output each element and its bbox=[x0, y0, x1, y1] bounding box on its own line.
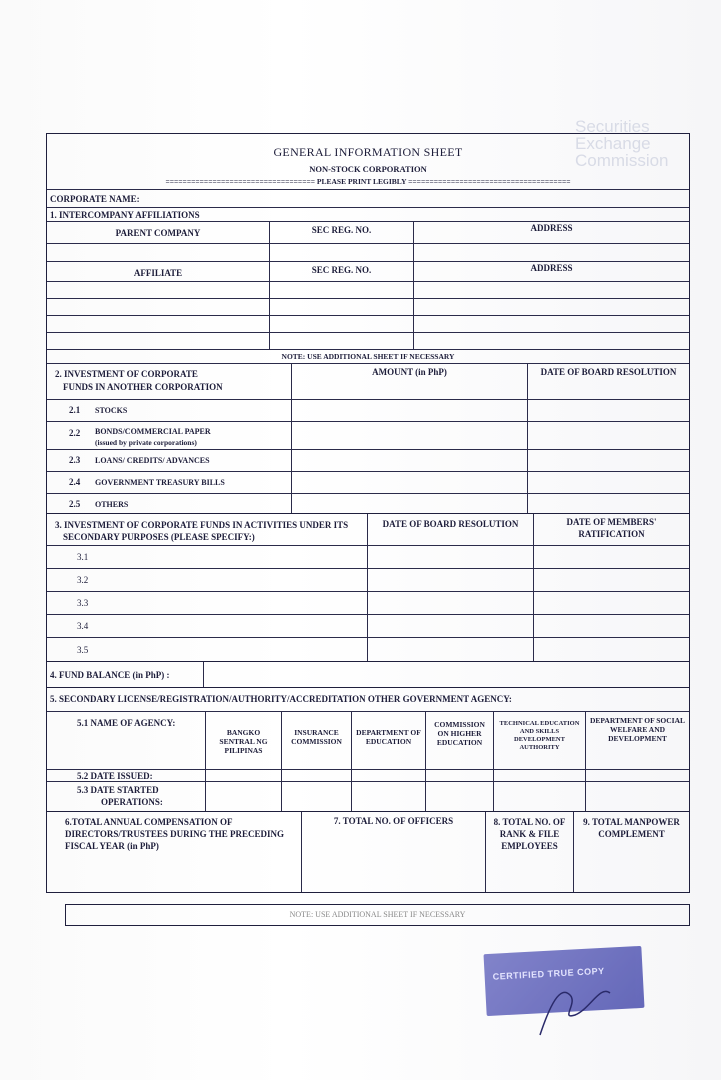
col-divider bbox=[291, 400, 527, 421]
s3-row bbox=[47, 592, 689, 615]
bottom-note-box bbox=[65, 904, 690, 926]
agency-col bbox=[205, 712, 281, 769]
affiliate-label: AFFILIATE bbox=[133, 268, 183, 278]
agency-ic: INSURANCE COMMISSION bbox=[291, 728, 342, 746]
parent-company-row bbox=[47, 244, 689, 262]
s2-row-label: OTHERS bbox=[95, 500, 129, 509]
agency-label: 5.1 NAME OF AGENCY: bbox=[77, 718, 176, 728]
col-divider bbox=[205, 770, 281, 781]
col-divider bbox=[527, 400, 689, 421]
s5-heading-row bbox=[47, 688, 689, 712]
col-divider bbox=[291, 364, 527, 399]
col-divider bbox=[291, 450, 527, 471]
col-divider bbox=[585, 782, 689, 811]
address-label: ADDRESS bbox=[530, 263, 573, 273]
col-divider bbox=[485, 812, 573, 892]
print-legibly-instruction: =================================== PLEASE PRINT LEGIBLY ====================================== bbox=[165, 177, 571, 186]
col-divider bbox=[281, 770, 351, 781]
col-divider bbox=[533, 514, 689, 545]
gis-form bbox=[46, 133, 690, 893]
col-divider bbox=[413, 262, 689, 281]
agency-col bbox=[425, 712, 493, 769]
sec-reg-no-label: SEC REG. NO. bbox=[311, 265, 372, 275]
signature bbox=[530, 965, 620, 1045]
s6-row bbox=[47, 812, 689, 892]
s3-row-num: 3.2 bbox=[77, 575, 89, 585]
col-divider bbox=[367, 514, 533, 545]
col-divider bbox=[203, 662, 689, 687]
s3-row-num: 3.3 bbox=[77, 598, 89, 608]
col-divider bbox=[301, 812, 485, 892]
col-divider bbox=[291, 422, 527, 449]
col-divider bbox=[413, 222, 689, 243]
col-divider bbox=[527, 472, 689, 493]
col-divider bbox=[533, 638, 689, 661]
s3-row bbox=[47, 546, 689, 569]
address-label: ADDRESS bbox=[530, 223, 573, 233]
parent-company-header bbox=[47, 222, 689, 244]
col-divider bbox=[413, 316, 689, 332]
col-divider bbox=[351, 770, 425, 781]
s2-heading-line2: FUNDS IN ANOTHER CORPORATION bbox=[63, 382, 223, 392]
col-divider bbox=[269, 282, 413, 298]
col-divider bbox=[367, 638, 533, 661]
total-officers-label: 7. TOTAL NO. OF OFFICERS bbox=[333, 816, 454, 826]
s2-row-label: GOVERNMENT TREASURY BILLS bbox=[95, 478, 225, 487]
col-divider bbox=[367, 546, 533, 568]
agency-deped: DEPARTMENT OF EDUCATION bbox=[356, 728, 421, 746]
fund-balance-row bbox=[47, 662, 689, 688]
s2-row-label: BONDS/COMMERCIAL PAPER bbox=[95, 427, 211, 436]
form-subtitle: NON-STOCK CORPORATION bbox=[309, 164, 427, 174]
col-divider bbox=[291, 472, 527, 493]
bottom-note: NOTE: USE ADDITIONAL SHEET IF NECESSARY bbox=[289, 910, 466, 919]
fund-balance-label: 4. FUND BALANCE (in PhP) : bbox=[50, 670, 170, 680]
col-divider bbox=[493, 782, 585, 811]
col-divider bbox=[527, 450, 689, 471]
s2-row-num: 2.2 bbox=[69, 428, 81, 438]
s1-heading: 1. INTERCOMPANY AFFILIATIONS bbox=[50, 210, 200, 220]
s1-note-row bbox=[47, 350, 689, 364]
s2-row bbox=[47, 450, 689, 472]
col-divider bbox=[269, 316, 413, 332]
col-divider bbox=[269, 299, 413, 315]
s2-row-sublabel: (issued by private corporations) bbox=[95, 438, 197, 447]
form-header bbox=[47, 134, 689, 190]
s2-row-num: 2.1 bbox=[69, 405, 81, 415]
col-divider bbox=[493, 770, 585, 781]
col-divider bbox=[527, 494, 689, 513]
s3-row bbox=[47, 615, 689, 638]
s2-row-num: 2.3 bbox=[69, 455, 81, 465]
col-divider bbox=[527, 364, 689, 399]
col-divider bbox=[425, 782, 493, 811]
s3-row-num: 3.1 bbox=[77, 552, 89, 562]
agency-dswd: DEPARTMENT OF SOCIAL WELFARE AND DEVELOPMENT bbox=[589, 716, 686, 743]
agency-col bbox=[585, 712, 689, 769]
agency-col bbox=[493, 712, 585, 769]
stamp-text: CERTIFIED TRUE COPY bbox=[492, 965, 605, 982]
s2-row bbox=[47, 472, 689, 494]
col-divider bbox=[413, 244, 689, 261]
col-divider bbox=[413, 299, 689, 315]
affiliate-row bbox=[47, 316, 689, 333]
col-divider bbox=[367, 592, 533, 614]
s3-header bbox=[47, 514, 689, 546]
date-started-label-line1: 5.3 DATE STARTED bbox=[77, 785, 159, 795]
s1-note: NOTE: USE ADDITIONAL SHEET IF NECESSARY bbox=[281, 352, 455, 361]
col-divider bbox=[269, 222, 413, 243]
col-divider bbox=[367, 569, 533, 591]
corporate-name-row bbox=[47, 190, 689, 208]
total-compensation-label: 6.TOTAL ANNUAL COMPENSATION OF DIRECTORS/TRUSTEES DURING THE PRECEDING FISCAL YEAR (in PhP) bbox=[65, 817, 284, 851]
col-divider bbox=[533, 546, 689, 568]
s3-date-board-label: DATE OF BOARD RESOLUTION bbox=[382, 519, 519, 529]
s3-row bbox=[47, 569, 689, 592]
col-divider bbox=[281, 782, 351, 811]
col-divider bbox=[269, 244, 413, 261]
s3-heading-line2: SECONDARY PURPOSES (PLEASE SPECIFY:) bbox=[63, 532, 255, 542]
s2-header bbox=[47, 364, 689, 400]
s3-row bbox=[47, 638, 689, 662]
total-rank-file-label: 8. TOTAL NO. OF RANK & FILE EMPLOYEES bbox=[493, 817, 566, 851]
s3-heading-line1: 3. INVESTMENT OF CORPORATE FUNDS IN ACTIVITIES UNDER ITS bbox=[55, 520, 349, 530]
s3-row-num: 3.5 bbox=[77, 645, 89, 655]
s2-row-label: STOCKS bbox=[95, 406, 128, 415]
col-divider bbox=[351, 782, 425, 811]
affiliate-row bbox=[47, 299, 689, 316]
s2-row bbox=[47, 494, 689, 514]
agency-tesda: TECHNICAL EDUCATION AND SKILLS DEVELOPMENT AUTHORITY bbox=[499, 720, 580, 751]
col-divider bbox=[205, 782, 281, 811]
date-issued-label: 5.2 DATE ISSUED: bbox=[77, 771, 153, 781]
watermark-line: Exchange bbox=[575, 134, 651, 153]
watermark-line: Securities bbox=[575, 117, 650, 136]
s3-date-members-line1: DATE OF MEMBERS' bbox=[566, 517, 657, 527]
s2-row-num: 2.4 bbox=[69, 477, 81, 487]
col-divider bbox=[573, 812, 689, 892]
total-manpower-label: 9. TOTAL MANPOWER COMPLEMENT bbox=[583, 817, 680, 839]
s1-heading-row bbox=[47, 208, 689, 222]
col-divider bbox=[527, 422, 689, 449]
date-board-label: DATE OF BOARD RESOLUTION bbox=[540, 367, 677, 377]
s3-date-members-line2: RATIFICATION bbox=[578, 529, 645, 539]
s2-heading-line1: 2. INVESTMENT OF CORPORATE bbox=[55, 369, 198, 379]
affiliate-header bbox=[47, 262, 689, 282]
col-divider bbox=[585, 770, 689, 781]
date-issued-row bbox=[47, 770, 689, 782]
form-title: GENERAL INFORMATION SHEET bbox=[273, 145, 463, 159]
date-started-row bbox=[47, 782, 689, 812]
col-divider bbox=[413, 282, 689, 298]
s2-row bbox=[47, 400, 689, 422]
agency-bsp: BANGKO SENTRAL NG PILIPINAS bbox=[219, 728, 268, 755]
date-started-label-line2: OPERATIONS: bbox=[101, 797, 163, 807]
col-divider bbox=[533, 615, 689, 637]
col-divider bbox=[425, 770, 493, 781]
col-divider bbox=[367, 615, 533, 637]
signature-stroke bbox=[540, 991, 610, 1035]
col-divider bbox=[413, 333, 689, 349]
agency-col bbox=[281, 712, 351, 769]
corporate-name-label: CORPORATE NAME: bbox=[50, 194, 140, 204]
s5-agency-row bbox=[47, 712, 689, 770]
watermark-line: Commission bbox=[575, 151, 669, 170]
col-divider bbox=[269, 333, 413, 349]
col-divider bbox=[533, 592, 689, 614]
s2-row-label: LOANS/ CREDITS/ ADVANCES bbox=[95, 456, 210, 465]
affiliate-row bbox=[47, 282, 689, 299]
col-divider bbox=[291, 494, 527, 513]
s3-row-num: 3.4 bbox=[77, 621, 89, 631]
s2-row bbox=[47, 422, 689, 450]
agency-col bbox=[351, 712, 425, 769]
parent-company-label: PARENT COMPANY bbox=[115, 228, 201, 238]
affiliate-row bbox=[47, 333, 689, 350]
sec-reg-no-label: SEC REG. NO. bbox=[311, 225, 372, 235]
amount-label: AMOUNT (in PhP) bbox=[372, 367, 447, 377]
col-divider bbox=[533, 569, 689, 591]
s5-heading: 5. SECONDARY LICENSE/REGISTRATION/AUTHORITY/ACCREDITATION OTHER GOVERNMENT AGENCY: bbox=[50, 694, 512, 704]
s2-row-num: 2.5 bbox=[69, 499, 81, 509]
agency-ched: COMMISSION ON HIGHER EDUCATION bbox=[434, 720, 485, 747]
col-divider bbox=[269, 262, 413, 281]
